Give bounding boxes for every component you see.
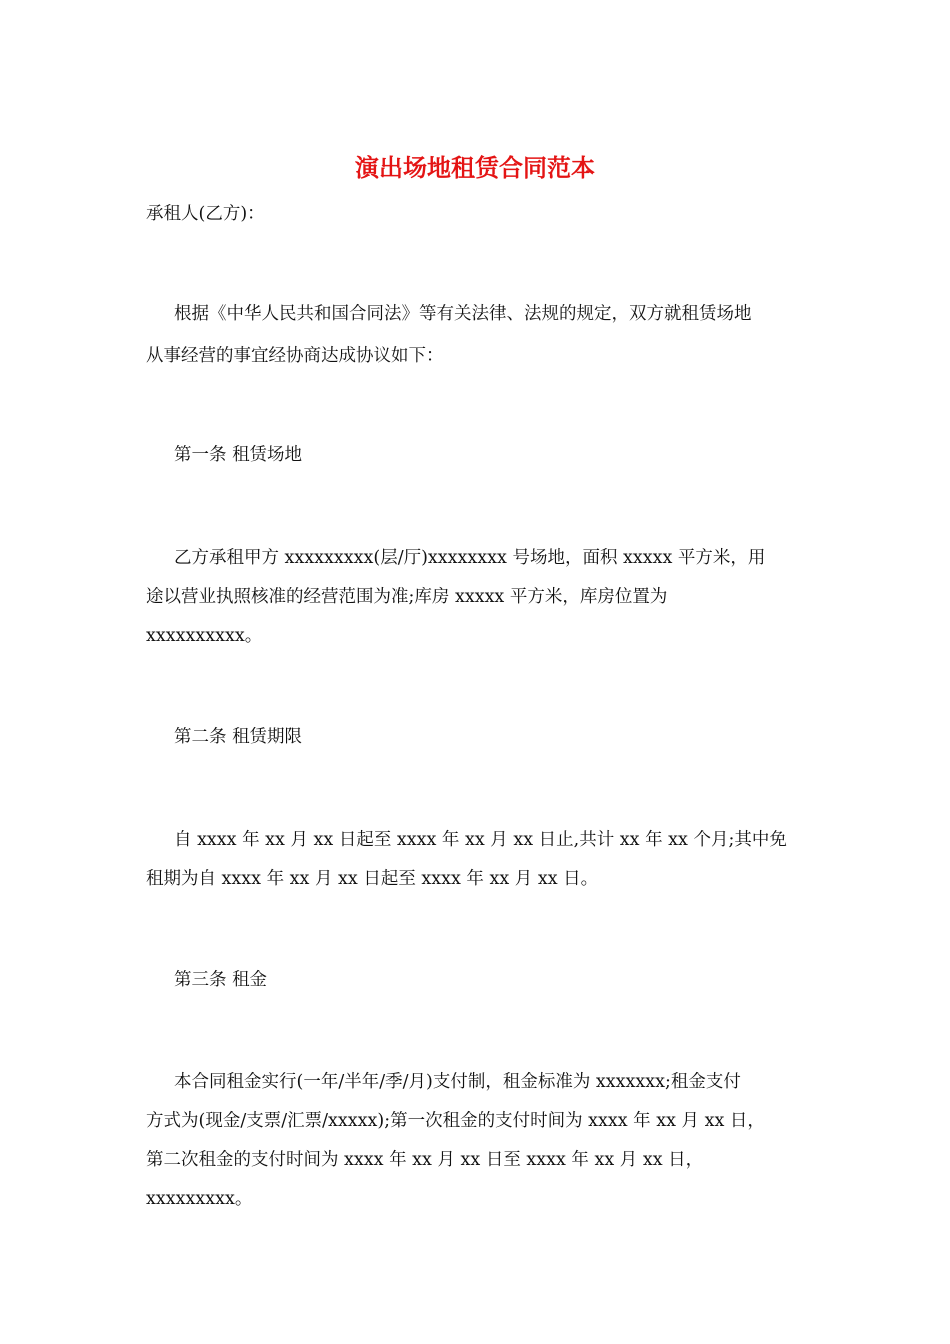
- intro-line-1: 根据《中华人民共和国合同法》等有关法律、法规的规定，双方就租赁场地: [174, 304, 752, 324]
- article-3-line-1: 本合同租金实行(一年/半年/季/月)支付制，租金标准为 xxxxxxx;租金支付: [174, 1072, 741, 1092]
- article-3-line-4: xxxxxxxxx。: [146, 1189, 253, 1209]
- document-title: 演出场地租赁合同范本: [355, 153, 595, 182]
- article-1-line-2: 途以营业执照核准的经营范围为准;库房 xxxxx 平方米，库房位置为: [146, 587, 668, 607]
- intro-line-2: 从事经营的事宜经协商达成协议如下：: [146, 346, 444, 366]
- article-1-line-1: 乙方承租甲方 xxxxxxxxx(层/厅)xxxxxxxx 号场地，面积 xxxxx 平方米，用: [174, 548, 766, 568]
- article-3-line-3: 第二次租金的支付时间为 xxxx 年 xx 月 xx 日至 xxxx 年 xx 月 xx 日，: [146, 1150, 704, 1170]
- article-3-line-2: 方式为(现金/支票/汇票/xxxxx);第一次租金的支付时间为 xxxx 年 xx 月 xx 日，: [146, 1111, 765, 1131]
- article-1-heading: 第一条 租赁场地: [174, 445, 303, 465]
- article-2-line-2: 租期为自 xxxx 年 xx 月 xx 日起至 xxxx 年 xx 月 xx 日。: [146, 869, 599, 889]
- article-3-heading: 第三条 租金: [174, 970, 268, 990]
- article-2-heading: 第二条 租赁期限: [174, 727, 303, 747]
- lessee-label: 承租人(乙方)：: [146, 204, 265, 224]
- article-1-line-3: xxxxxxxxxx。: [146, 626, 263, 646]
- article-2-line-1: 自 xxxx 年 xx 月 xx 日起至 xxxx 年 xx 月 xx 日止,共计 xx 年 xx 个月;其中免: [174, 830, 787, 850]
